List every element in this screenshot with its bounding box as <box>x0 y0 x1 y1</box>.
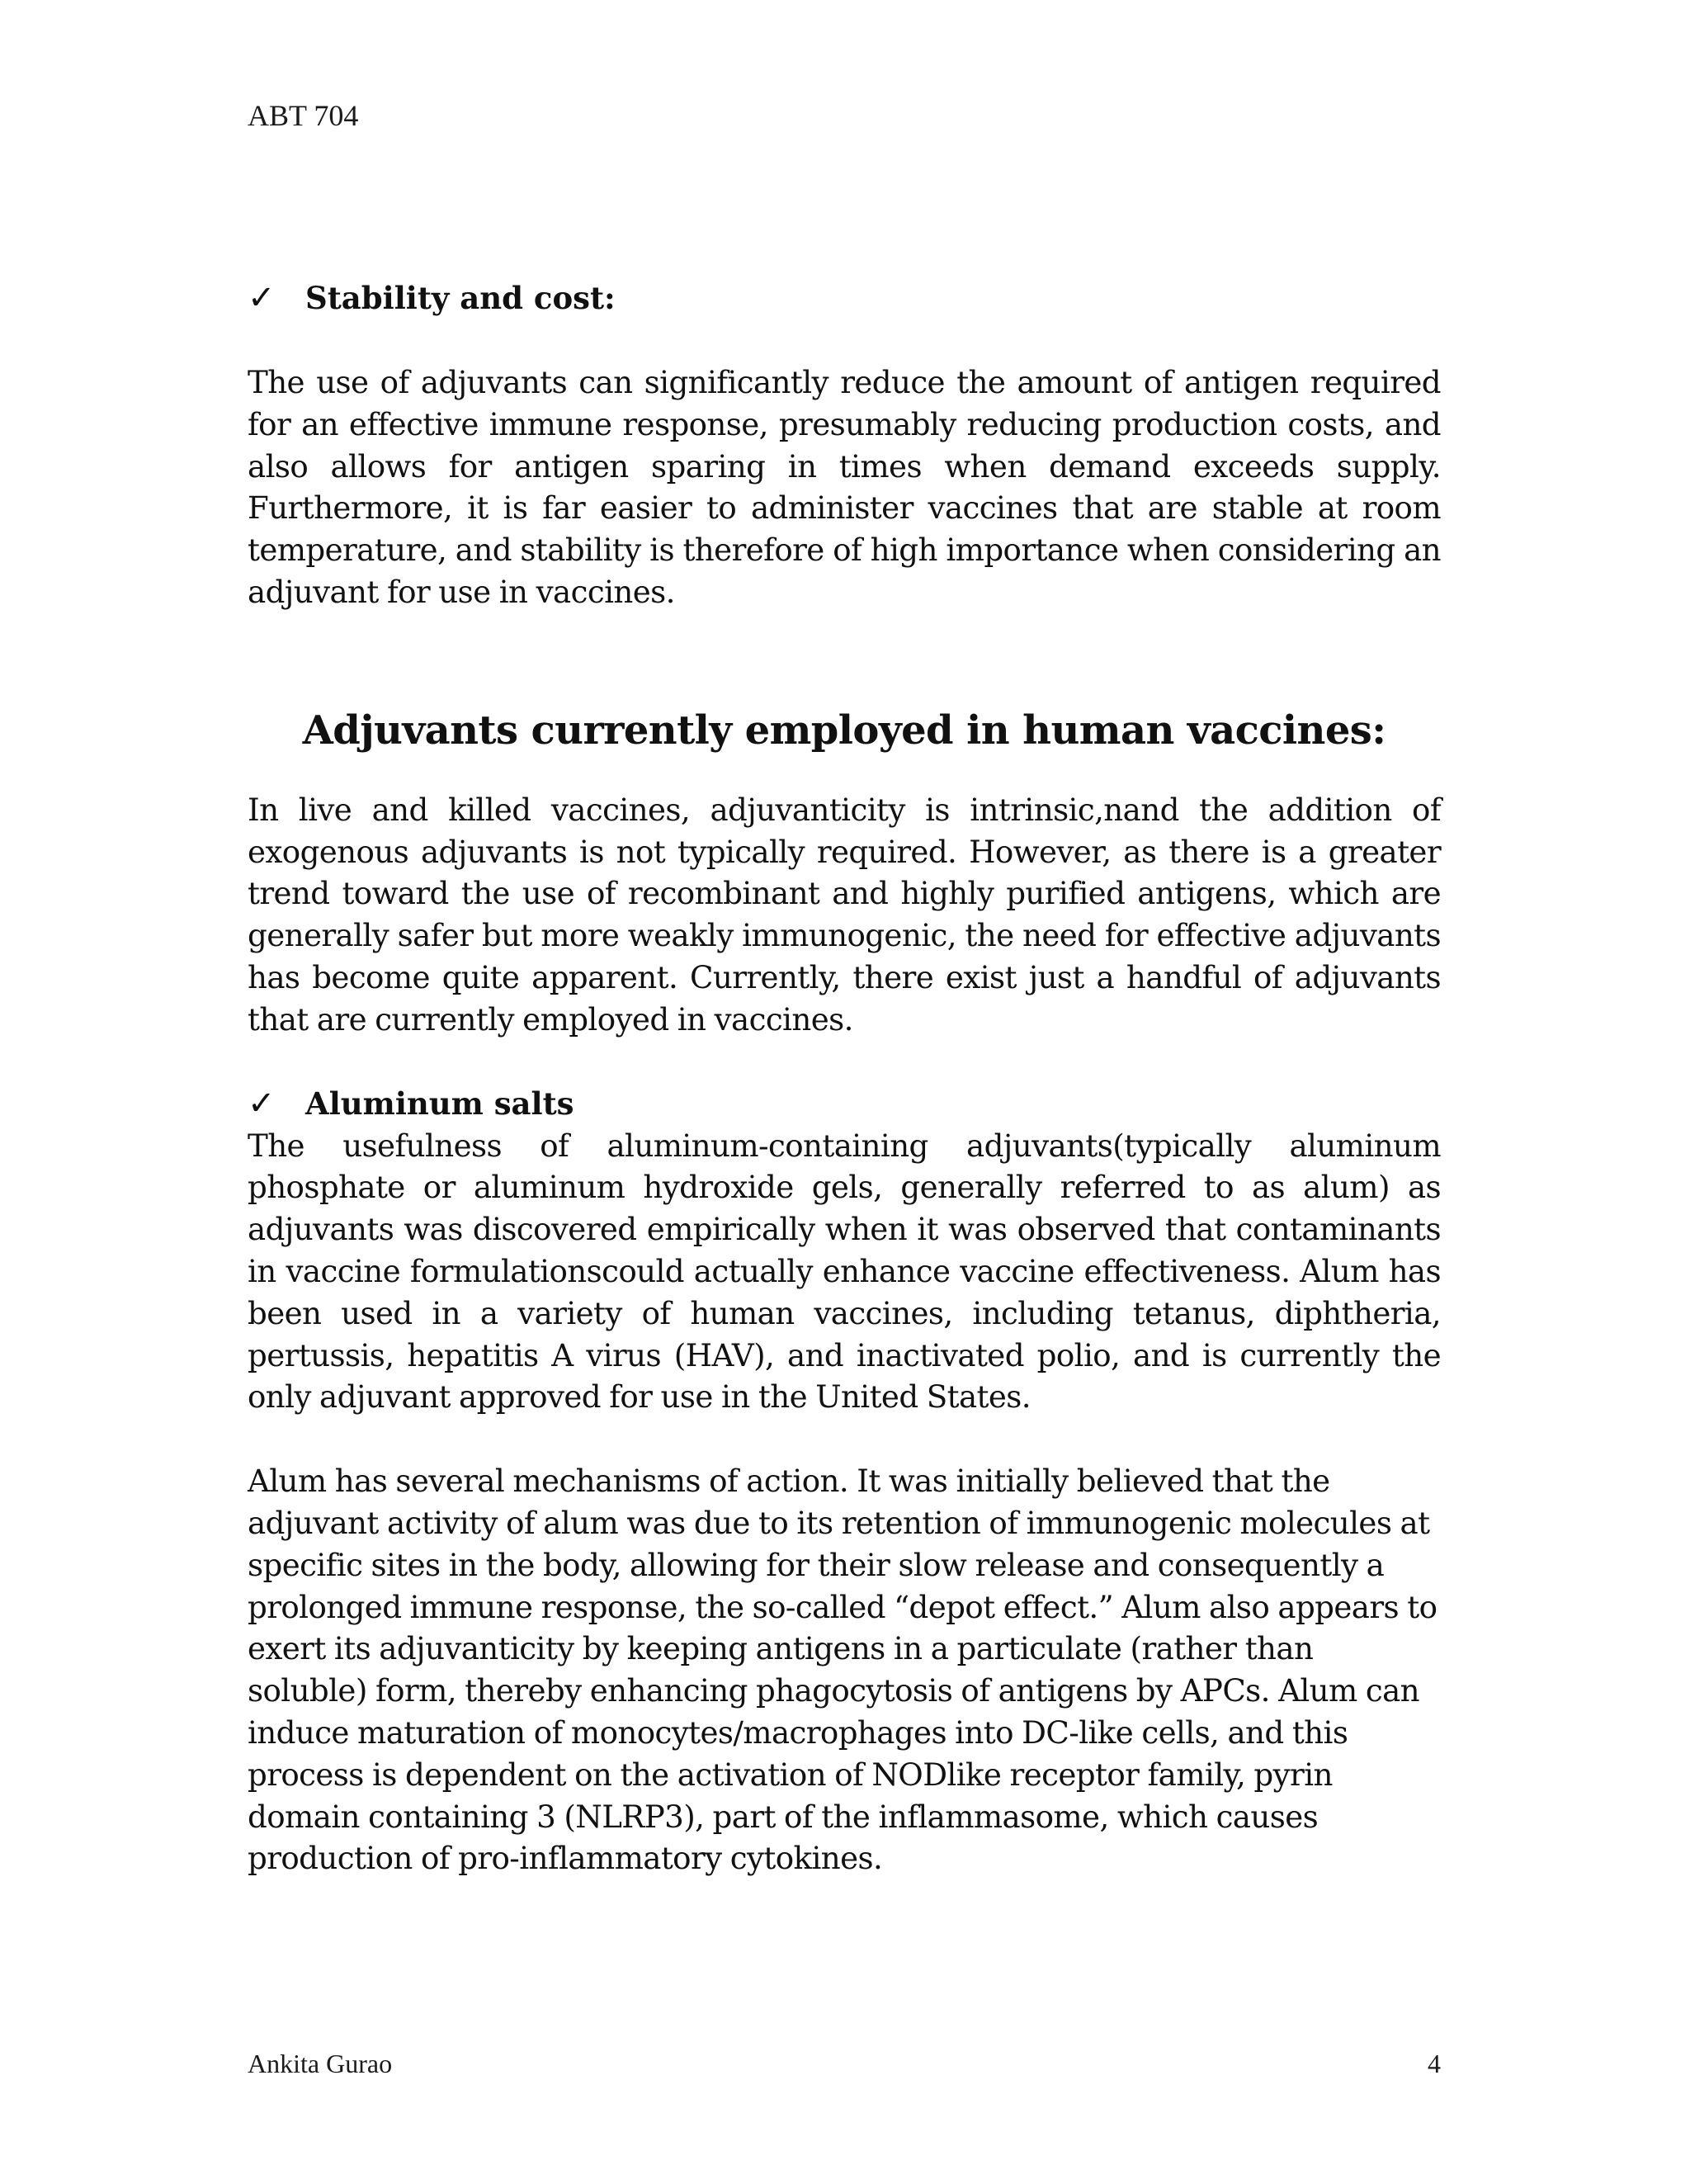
stability-heading-text: Stability and cost: <box>305 280 616 316</box>
spacer <box>248 319 1441 362</box>
aluminum-paragraph-2: Alum has several mechanisms of action. It was initially believed that the adjuvant activity of alum was due to its retention of immunogenic molecules at specific sites in the body, allowing for their slow release and consequently a prolonged immune response, the so-called “depot effect.” Alum also appears to exert its adjuvanticity by keeping antigens in a particulate (rather than soluble) form, thereby enhancing phagocytosis of antigens by APCs. Alum can induce maturation of monocytes/macrophages into DC-like cells, and this process is dependent on the activation of NODlike receptor family, pyrin domain containing 3 (NLRP3), part of the inflammasome, which causes production of pro-inflammatory cytokines. <box>248 1463 1437 1877</box>
section-title-adjuvants: Adjuvants currently employed in human vaccines: <box>302 707 1386 754</box>
spacer <box>248 1041 1441 1083</box>
aluminum-heading-text: Aluminum salts <box>305 1085 574 1122</box>
adjuvants-paragraph: In live and killed vaccines, adjuvanticity is intrinsic,nand the addition of exogenous adjuvants is not typically required. However, as there is a greater trend toward the use of recombinant and highly purified antigens, which are generally safer but more weakly immunogenic, the need for effective adjuvants has become quite apparent. Currently, there exist just a handful of adjuvants that are currently employed in vaccines. <box>248 791 1441 1038</box>
main-content <box>248 277 1441 1879</box>
aluminum-heading <box>248 1083 1441 1125</box>
checkmark-icon: ✓ <box>248 279 276 317</box>
spacer <box>248 1418 1441 1460</box>
footer-author: Ankita Gurao <box>248 2049 393 2078</box>
stability-heading <box>248 277 1441 319</box>
checkmark-icon: ✓ <box>248 1084 276 1123</box>
spacer <box>248 755 1441 789</box>
spacer <box>248 613 1441 706</box>
page-header-course-code: ABT 704 <box>248 99 359 132</box>
stability-paragraph: The use of adjuvants can significantly reduce the amount of antigen required for an effective immune response, presumably reducing production costs, and also allows for antigen sparing in times when demand exceeds supply. Furthermore, it is far easier to administer vaccines that are stable at room temperature, and stability is therefore of high importance when considering an adjuvant for use in vaccines. <box>248 364 1441 610</box>
aluminum-paragraph-1: The usefulness of aluminum-containing adjuvants(typically aluminum phosphate or aluminum hydroxide gels, generally referred to as alum) as adjuvants was discovered empirically when it was observed that contaminants in vaccine formulationscould actually enhance vaccine effectiveness. Alum has been used in a variety of human vaccines, including tetanus, diphtheria, pertussis, hepatitis A virus (HAV), and inactivated polio, and is currently the only adjuvant approved for use in the United States. <box>248 1127 1441 1416</box>
footer-page-number: 4 <box>1428 2049 1441 2078</box>
